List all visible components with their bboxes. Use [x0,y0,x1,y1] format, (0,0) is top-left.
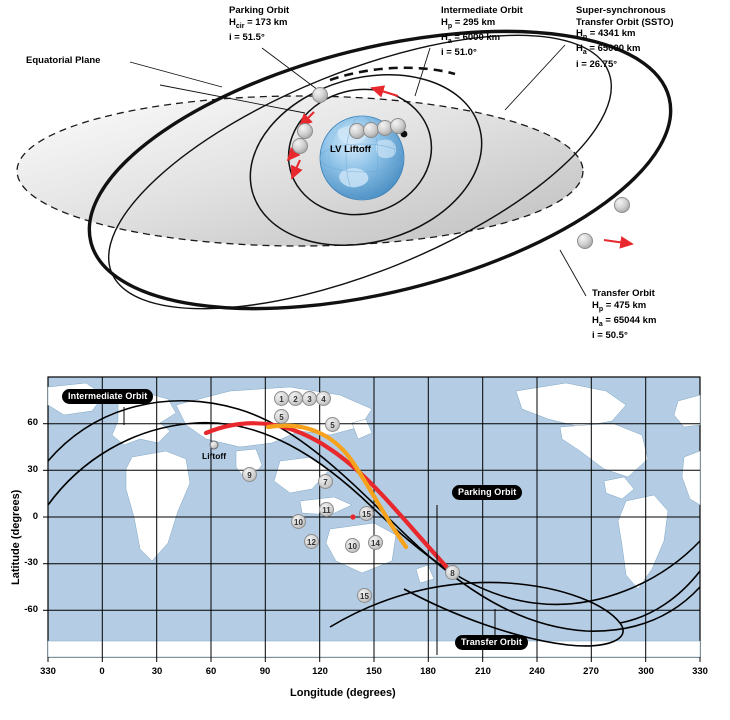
xtick-11: 300 [638,666,654,677]
xtick-9: 240 [529,666,545,677]
ground-node-5: 5 [274,409,289,424]
transfer-orbit-ha: $H_a = 65044$ km [592,314,657,328]
ground-node-11: 11 [319,502,334,517]
xtick-4: 90 [259,666,271,677]
parking-orbit-hcir: $H_{cir} = 173$ km [229,16,288,30]
xtick-12: 330 [692,666,708,677]
ground-node-8: 8 [445,565,460,580]
ground-node-4: 4 [316,391,331,406]
ground-node-10: 10 [291,514,306,529]
ssto-callout-title: Super-synchronous [576,5,666,16]
ground-node-15: 15 [359,506,374,521]
ytick-minus30: -30 [24,557,38,568]
ground-node-5b: 5 [325,417,340,432]
parking-orbit-callout [229,5,289,43]
ssto-ha: $H_a = 65000$ km [576,43,641,57]
ssto-callout-title2: Transfer Orbit (SSTO) [576,16,674,28]
transfer-orbit-hp: $H_p = 475$ km [592,299,647,313]
parking-orbit-tag: Parking Orbit [452,485,522,500]
xtick-0: 330 [40,666,56,677]
ground-node-10b: 10 [345,538,360,553]
ytick-minus60: -60 [24,604,38,615]
equatorial-plane [17,96,583,246]
ground-node-1: 1 [274,391,289,406]
ground-node-13: 15 [357,588,372,603]
transfer-orbit-inclination: i = 50.5° [592,330,628,342]
xtick-1: 0 [99,666,105,677]
ground-node-7: 7 [318,474,333,489]
ground-node-12: 12 [304,534,319,549]
y-axis-label: Latitude (degrees) [10,489,22,585]
ground-node-14: 14 [368,535,383,550]
x-axis-label: Longitude (degrees) [290,687,396,699]
ssto-callout [576,5,673,70]
parking-orbit-inclination: i = 51.5° [229,31,265,43]
equator-crossing-marker [350,514,355,519]
ground-node-9: 9 [242,467,257,482]
transfer-orbit-callout-title: Transfer Orbit [592,288,655,299]
intermediate-orbit-inclination: i = 51.0° [441,47,477,59]
transfer-orbit-tag: Transfer Orbit [455,635,528,650]
xtick-8: 210 [475,666,491,677]
equatorial-plane-label: Equatorial Plane [26,55,101,66]
ssto-inclination: i = 26.75° [576,58,618,70]
ytick-30: 30 [27,464,38,475]
intermediate-orbit-tag: Intermediate Orbit [62,389,153,404]
ground-node-3: 3 [302,391,317,406]
ytick-60: 60 [27,417,38,428]
transfer-orbit-callout [592,288,656,342]
intermediate-orbit-callout [441,5,523,59]
xtick-2: 30 [151,666,163,677]
liftoff-label: Liftoff [202,451,227,461]
intermediate-orbit-hp: $H_p = 295$ km [441,16,496,30]
ytick-0: 0 [32,511,38,522]
intermediate-orbit-callout-title: Intermediate Orbit [441,5,523,16]
xtick-10: 270 [583,666,599,677]
ground-track-map [0,365,730,720]
xtick-6: 150 [366,666,382,677]
ssto-hp: $H_p = 4341$ km [576,28,636,41]
xtick-7: 180 [420,666,436,677]
intermediate-orbit-ha: $H_a = 6000$ km [441,31,501,45]
lv-liftoff-label: LV Liftoff [330,144,371,155]
parking-orbit-callout-title: Parking Orbit [229,5,290,16]
liftoff-marker [210,441,218,449]
ground-node-2: 2 [288,391,303,406]
xtick-3: 60 [205,666,217,677]
xtick-5: 120 [312,666,328,677]
